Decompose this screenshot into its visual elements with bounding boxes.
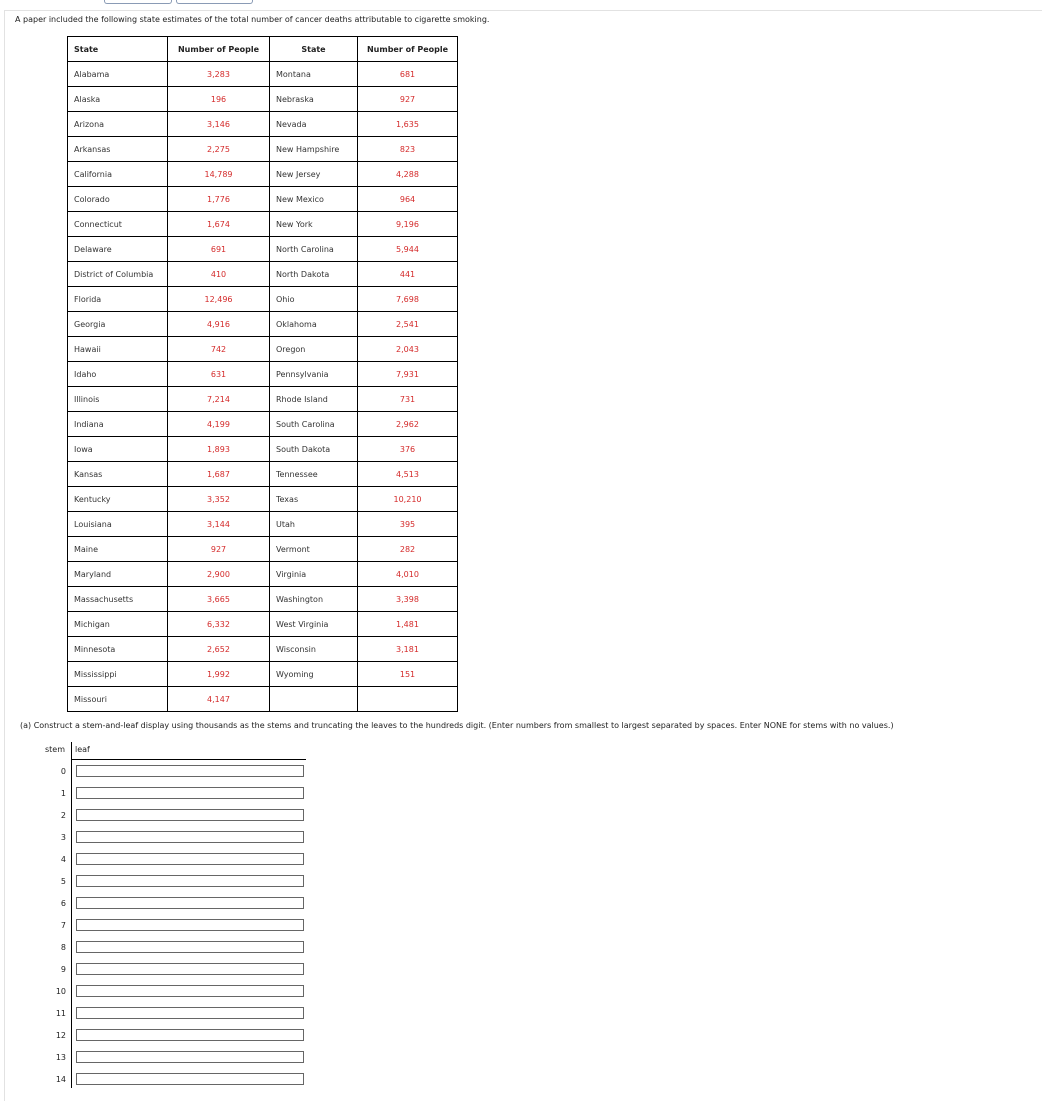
state-cell: Arizona bbox=[68, 112, 168, 137]
table-row bbox=[68, 337, 458, 362]
stem-leaf-row bbox=[40, 765, 310, 779]
number-cell: 1,674 bbox=[168, 212, 270, 237]
number-cell: 1,776 bbox=[168, 187, 270, 212]
number-cell: 2,652 bbox=[168, 637, 270, 662]
state-cell bbox=[270, 687, 358, 712]
number-cell: 1,893 bbox=[168, 437, 270, 462]
number-cell: 7,698 bbox=[358, 287, 458, 312]
table-row bbox=[68, 362, 458, 387]
stem-label: 14 bbox=[55, 1075, 66, 1084]
leaf-input[interactable] bbox=[76, 831, 304, 843]
number-cell: 3,283 bbox=[168, 62, 270, 87]
table-row bbox=[68, 462, 458, 487]
stem-label: 11 bbox=[55, 1009, 66, 1018]
table-row bbox=[68, 662, 458, 687]
state-cell: California bbox=[68, 162, 168, 187]
number-cell: 2,275 bbox=[168, 137, 270, 162]
number-cell: 3,146 bbox=[168, 112, 270, 137]
number-cell: 2,900 bbox=[168, 562, 270, 587]
stem-leaf-header bbox=[45, 745, 90, 754]
stem-leaf-row bbox=[40, 1051, 310, 1065]
leaf-input[interactable] bbox=[76, 897, 304, 909]
number-cell: 4,916 bbox=[168, 312, 270, 337]
number-cell: 1,687 bbox=[168, 462, 270, 487]
number-cell: 441 bbox=[358, 262, 458, 287]
stem-label: 1 bbox=[60, 789, 66, 798]
number-cell: 4,147 bbox=[168, 687, 270, 712]
number-cell: 376 bbox=[358, 437, 458, 462]
state-cell: Nebraska bbox=[270, 87, 358, 112]
state-cell: Florida bbox=[68, 287, 168, 312]
number-cell: 3,665 bbox=[168, 587, 270, 612]
state-cell: Idaho bbox=[68, 362, 168, 387]
number-cell: 964 bbox=[358, 187, 458, 212]
state-cell: Iowa bbox=[68, 437, 168, 462]
state-cell: Kansas bbox=[68, 462, 168, 487]
stem-label: 6 bbox=[60, 899, 66, 908]
number-cell: 2,962 bbox=[358, 412, 458, 437]
header-number-1: Number of People bbox=[168, 37, 270, 62]
number-cell: 9,196 bbox=[358, 212, 458, 237]
stem-leaf-row bbox=[40, 941, 310, 955]
state-cell: Arkansas bbox=[68, 137, 168, 162]
state-cell: Texas bbox=[270, 487, 358, 512]
state-cell: Connecticut bbox=[68, 212, 168, 237]
stem-label: 5 bbox=[60, 877, 66, 886]
leaf-input[interactable] bbox=[76, 1051, 304, 1063]
question-a: (a) Construct a stem-and-leaf display using thousands as the stems and truncating the leaves to the hundreds digit. (Enter numbers from smallest to largest separated by spaces. Enter NONE for stems with no values.) bbox=[20, 721, 894, 730]
stem-leaf-row bbox=[40, 831, 310, 845]
state-cell: Oklahoma bbox=[270, 312, 358, 337]
leaf-input[interactable] bbox=[76, 919, 304, 931]
top-button-left[interactable] bbox=[104, 0, 172, 4]
number-cell: 7,931 bbox=[358, 362, 458, 387]
number-cell: 1,635 bbox=[358, 112, 458, 137]
state-cell: Nevada bbox=[270, 112, 358, 137]
header-state-1: State bbox=[68, 37, 168, 62]
number-cell: 10,210 bbox=[358, 487, 458, 512]
stem-leaf-row bbox=[40, 919, 310, 933]
state-cell: Louisiana bbox=[68, 512, 168, 537]
table-row bbox=[68, 162, 458, 187]
leaf-input[interactable] bbox=[76, 1007, 304, 1019]
table-row bbox=[68, 537, 458, 562]
state-cell: Wyoming bbox=[270, 662, 358, 687]
state-cell: Missouri bbox=[68, 687, 168, 712]
table-row bbox=[68, 562, 458, 587]
state-cell: Vermont bbox=[270, 537, 358, 562]
stem-leaf-row bbox=[40, 1073, 310, 1087]
state-cell: Kentucky bbox=[68, 487, 168, 512]
stem-label: 2 bbox=[60, 811, 66, 820]
state-cell: Hawaii bbox=[68, 337, 168, 362]
table-row bbox=[68, 637, 458, 662]
state-cell: New Jersey bbox=[270, 162, 358, 187]
number-cell: 5,944 bbox=[358, 237, 458, 262]
stem-label: 12 bbox=[55, 1031, 66, 1040]
leaf-input[interactable] bbox=[76, 853, 304, 865]
stem-leaf-row bbox=[40, 787, 310, 801]
state-cell: West Virginia bbox=[270, 612, 358, 637]
state-cell: Pennsylvania bbox=[270, 362, 358, 387]
number-cell: 14,789 bbox=[168, 162, 270, 187]
leaf-input[interactable] bbox=[76, 1073, 304, 1085]
table-row bbox=[68, 412, 458, 437]
stem-leaf-row bbox=[40, 963, 310, 977]
leaf-input[interactable] bbox=[76, 1029, 304, 1041]
stem-leaf-row bbox=[40, 1007, 310, 1021]
state-cell: Georgia bbox=[68, 312, 168, 337]
number-cell: 681 bbox=[358, 62, 458, 87]
state-cell: Mississippi bbox=[68, 662, 168, 687]
stem-leaf-row bbox=[40, 1029, 310, 1043]
number-cell: 1,992 bbox=[168, 662, 270, 687]
leaf-input[interactable] bbox=[76, 765, 304, 777]
state-cell: Delaware bbox=[68, 237, 168, 262]
number-cell: 3,144 bbox=[168, 512, 270, 537]
state-cell: Maryland bbox=[68, 562, 168, 587]
number-cell: 395 bbox=[358, 512, 458, 537]
state-cell: Michigan bbox=[68, 612, 168, 637]
table-row bbox=[68, 312, 458, 337]
state-cell: Illinois bbox=[68, 387, 168, 412]
stem-leaf-row bbox=[40, 809, 310, 823]
state-cell: Indiana bbox=[68, 412, 168, 437]
number-cell: 2,541 bbox=[358, 312, 458, 337]
state-cell: Alaska bbox=[68, 87, 168, 112]
number-cell: 7,214 bbox=[168, 387, 270, 412]
leaf-input[interactable] bbox=[76, 963, 304, 975]
header-state-2: State bbox=[270, 37, 358, 62]
number-cell: 151 bbox=[358, 662, 458, 687]
number-cell: 6,332 bbox=[168, 612, 270, 637]
stem-leaf-row bbox=[40, 853, 310, 867]
stem-leaf-row bbox=[40, 985, 310, 999]
number-cell bbox=[358, 687, 458, 712]
stem-header: stem bbox=[45, 745, 66, 754]
state-cell: North Carolina bbox=[270, 237, 358, 262]
table-row bbox=[68, 487, 458, 512]
number-cell: 4,513 bbox=[358, 462, 458, 487]
number-cell: 3,352 bbox=[168, 487, 270, 512]
table-row bbox=[68, 237, 458, 262]
number-cell: 731 bbox=[358, 387, 458, 412]
table-row bbox=[68, 512, 458, 537]
leaf-input[interactable] bbox=[76, 809, 304, 821]
state-cell: District of Columbia bbox=[68, 262, 168, 287]
number-cell: 2,043 bbox=[358, 337, 458, 362]
leaf-header: leaf bbox=[75, 745, 90, 754]
top-button-right[interactable] bbox=[176, 0, 253, 4]
cancer-deaths-table bbox=[67, 36, 458, 712]
leaf-input[interactable] bbox=[76, 875, 304, 887]
leaf-input[interactable] bbox=[76, 787, 304, 799]
stem-label: 0 bbox=[60, 767, 66, 776]
stem-label: 8 bbox=[60, 943, 66, 952]
state-cell: Virginia bbox=[270, 562, 358, 587]
state-cell: New Hampshire bbox=[270, 137, 358, 162]
state-cell: Washington bbox=[270, 587, 358, 612]
number-cell: 1,481 bbox=[358, 612, 458, 637]
number-cell: 3,398 bbox=[358, 587, 458, 612]
state-cell: Oregon bbox=[270, 337, 358, 362]
table-row bbox=[68, 287, 458, 312]
table-row bbox=[68, 387, 458, 412]
number-cell: 691 bbox=[168, 237, 270, 262]
state-cell: Montana bbox=[270, 62, 358, 87]
stem-leaf-row bbox=[40, 875, 310, 889]
state-cell: South Dakota bbox=[270, 437, 358, 462]
state-cell: North Dakota bbox=[270, 262, 358, 287]
number-cell: 631 bbox=[168, 362, 270, 387]
number-cell: 196 bbox=[168, 87, 270, 112]
intro-text: A paper included the following state estimates of the total number of cancer deaths attributable to cigarette smoking. bbox=[15, 15, 490, 24]
table-row bbox=[68, 212, 458, 237]
number-cell: 410 bbox=[168, 262, 270, 287]
number-cell: 742 bbox=[168, 337, 270, 362]
state-cell: Tennessee bbox=[270, 462, 358, 487]
stem-label: 13 bbox=[55, 1053, 66, 1062]
leaf-input[interactable] bbox=[76, 985, 304, 997]
number-cell: 927 bbox=[358, 87, 458, 112]
table-row bbox=[68, 137, 458, 162]
number-cell: 927 bbox=[168, 537, 270, 562]
stem-label: 4 bbox=[60, 855, 66, 864]
state-cell: New York bbox=[270, 212, 358, 237]
table-row bbox=[68, 62, 458, 87]
state-cell: Maine bbox=[68, 537, 168, 562]
table-row bbox=[68, 587, 458, 612]
table-header-row bbox=[68, 37, 458, 62]
stem-leaf-row bbox=[40, 897, 310, 911]
header-number-2: Number of People bbox=[358, 37, 458, 62]
state-cell: Minnesota bbox=[68, 637, 168, 662]
table-row bbox=[68, 112, 458, 137]
stem-label: 9 bbox=[60, 965, 66, 974]
number-cell: 823 bbox=[358, 137, 458, 162]
state-cell: Colorado bbox=[68, 187, 168, 212]
state-cell: Wisconsin bbox=[270, 637, 358, 662]
table-row bbox=[68, 87, 458, 112]
stem-label: 3 bbox=[60, 833, 66, 842]
state-cell: Ohio bbox=[270, 287, 358, 312]
number-cell: 282 bbox=[358, 537, 458, 562]
number-cell: 4,010 bbox=[358, 562, 458, 587]
number-cell: 3,181 bbox=[358, 637, 458, 662]
state-cell: Utah bbox=[270, 512, 358, 537]
state-cell: Rhode Island bbox=[270, 387, 358, 412]
state-cell: Alabama bbox=[68, 62, 168, 87]
number-cell: 12,496 bbox=[168, 287, 270, 312]
number-cell: 4,199 bbox=[168, 412, 270, 437]
table-row bbox=[68, 612, 458, 637]
table-row bbox=[68, 187, 458, 212]
stem-label: 7 bbox=[60, 921, 66, 930]
table-row bbox=[68, 437, 458, 462]
table-row bbox=[68, 687, 458, 712]
stem-label: 10 bbox=[55, 987, 66, 996]
state-cell: New Mexico bbox=[270, 187, 358, 212]
state-cell: South Carolina bbox=[270, 412, 358, 437]
number-cell: 4,288 bbox=[358, 162, 458, 187]
state-cell: Massachusetts bbox=[68, 587, 168, 612]
table-row bbox=[68, 262, 458, 287]
leaf-input[interactable] bbox=[76, 941, 304, 953]
stem-leaf-header-line bbox=[71, 759, 306, 760]
